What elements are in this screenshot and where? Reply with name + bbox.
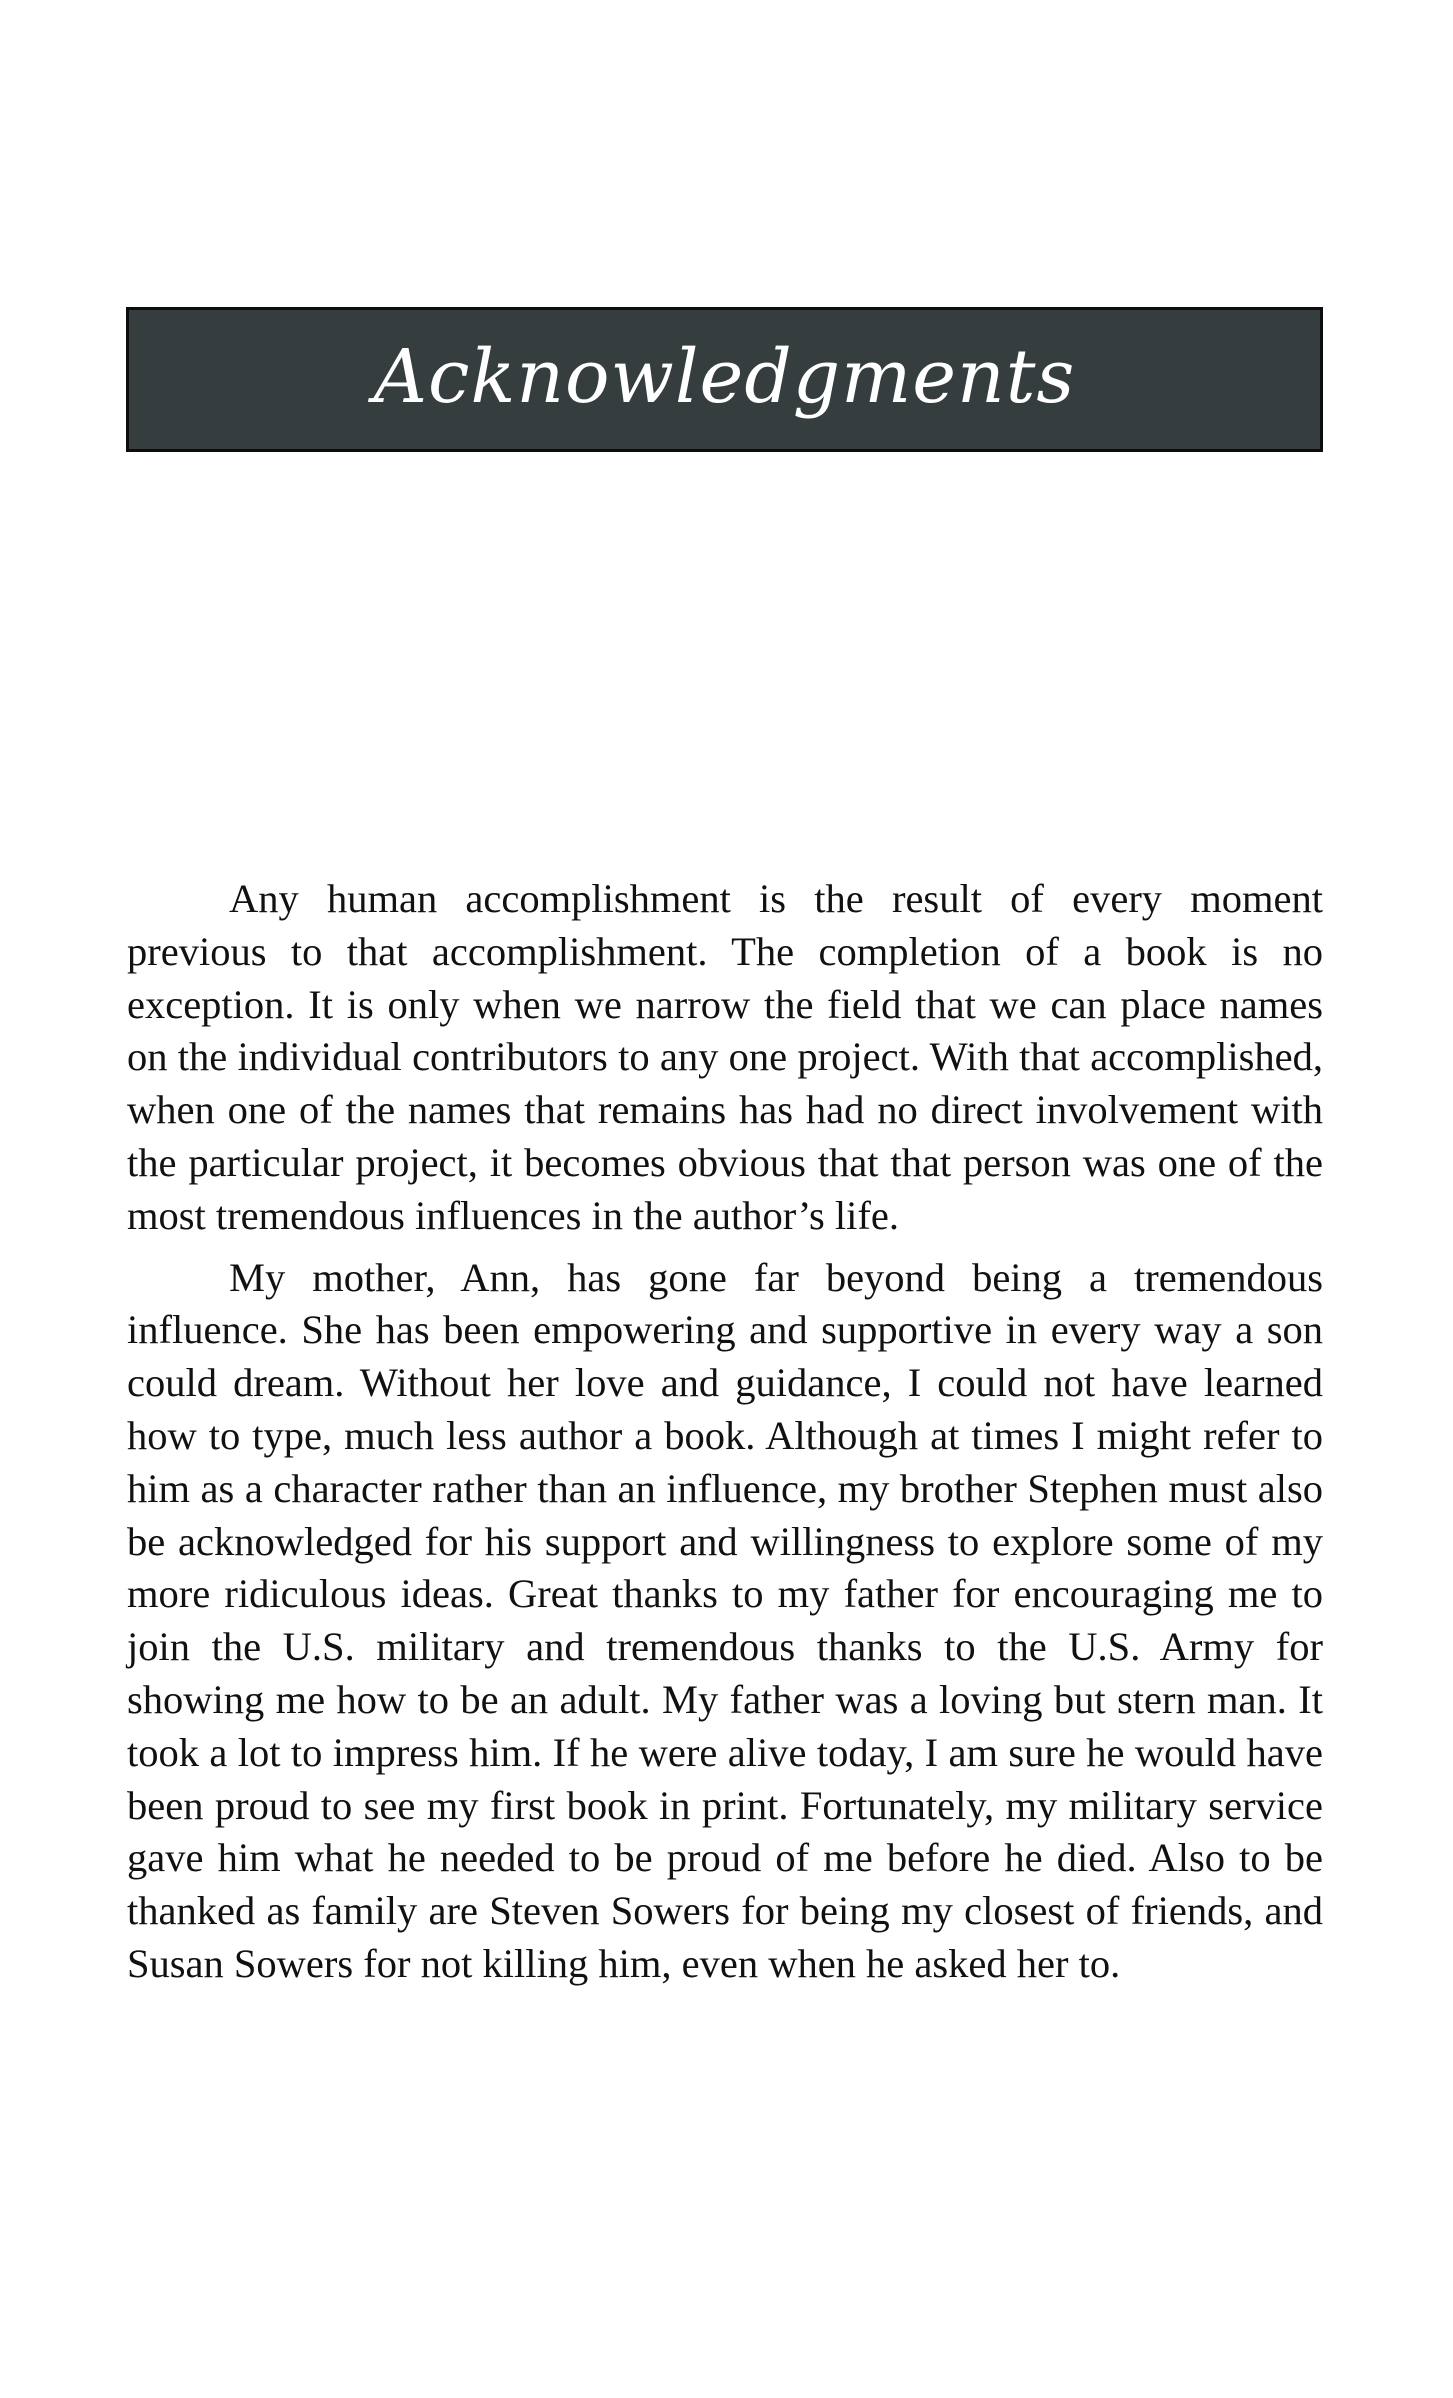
paragraph-1: Any human accomplishment is the result of every moment previous to that accomplishment. The completion of a book is no exception. It is only when we narrow the field that we can place names on the individual contributors to any one project. With that accomplished, when one of the names that remains has had no direct involvement with the particular project, it becomes obvious that that person was one of the most tremendous influences in the author’s life. [127,876,1323,1238]
chapter-title: Acknowledgments [373,333,1076,420]
chapter-title-banner [126,307,1323,452]
paragraph-2: My mother, Ann, has gone far beyond being a tremendous influence. She has been empowering and supportive in every way a son could dream. Without her love and guidance, I could not have learned how to type, much less author a book. Although at times I might refer to him as a character rather than an influence, my brother Stephen must also be acknowledged for his support and willingness to explore some of my more ridiculous ideas. Great thanks to my father for encouraging me to join the U.S. military and tremendous thanks to the U.S. Army for showing me how to be an adult. My father was a loving but stern man. It took a lot to impress him. If he were alive today, I am sure he would have been proud to see my first book in print. Fortunately, my military service gave him what he needed to be proud of me before he died. Also to be thanked as family are Steven Sowers for being my closest of friends, and Susan Sowers for not killing him, even when he asked her to. [127,1254,1323,1986]
acknowledgments-body [127,873,1323,2000]
